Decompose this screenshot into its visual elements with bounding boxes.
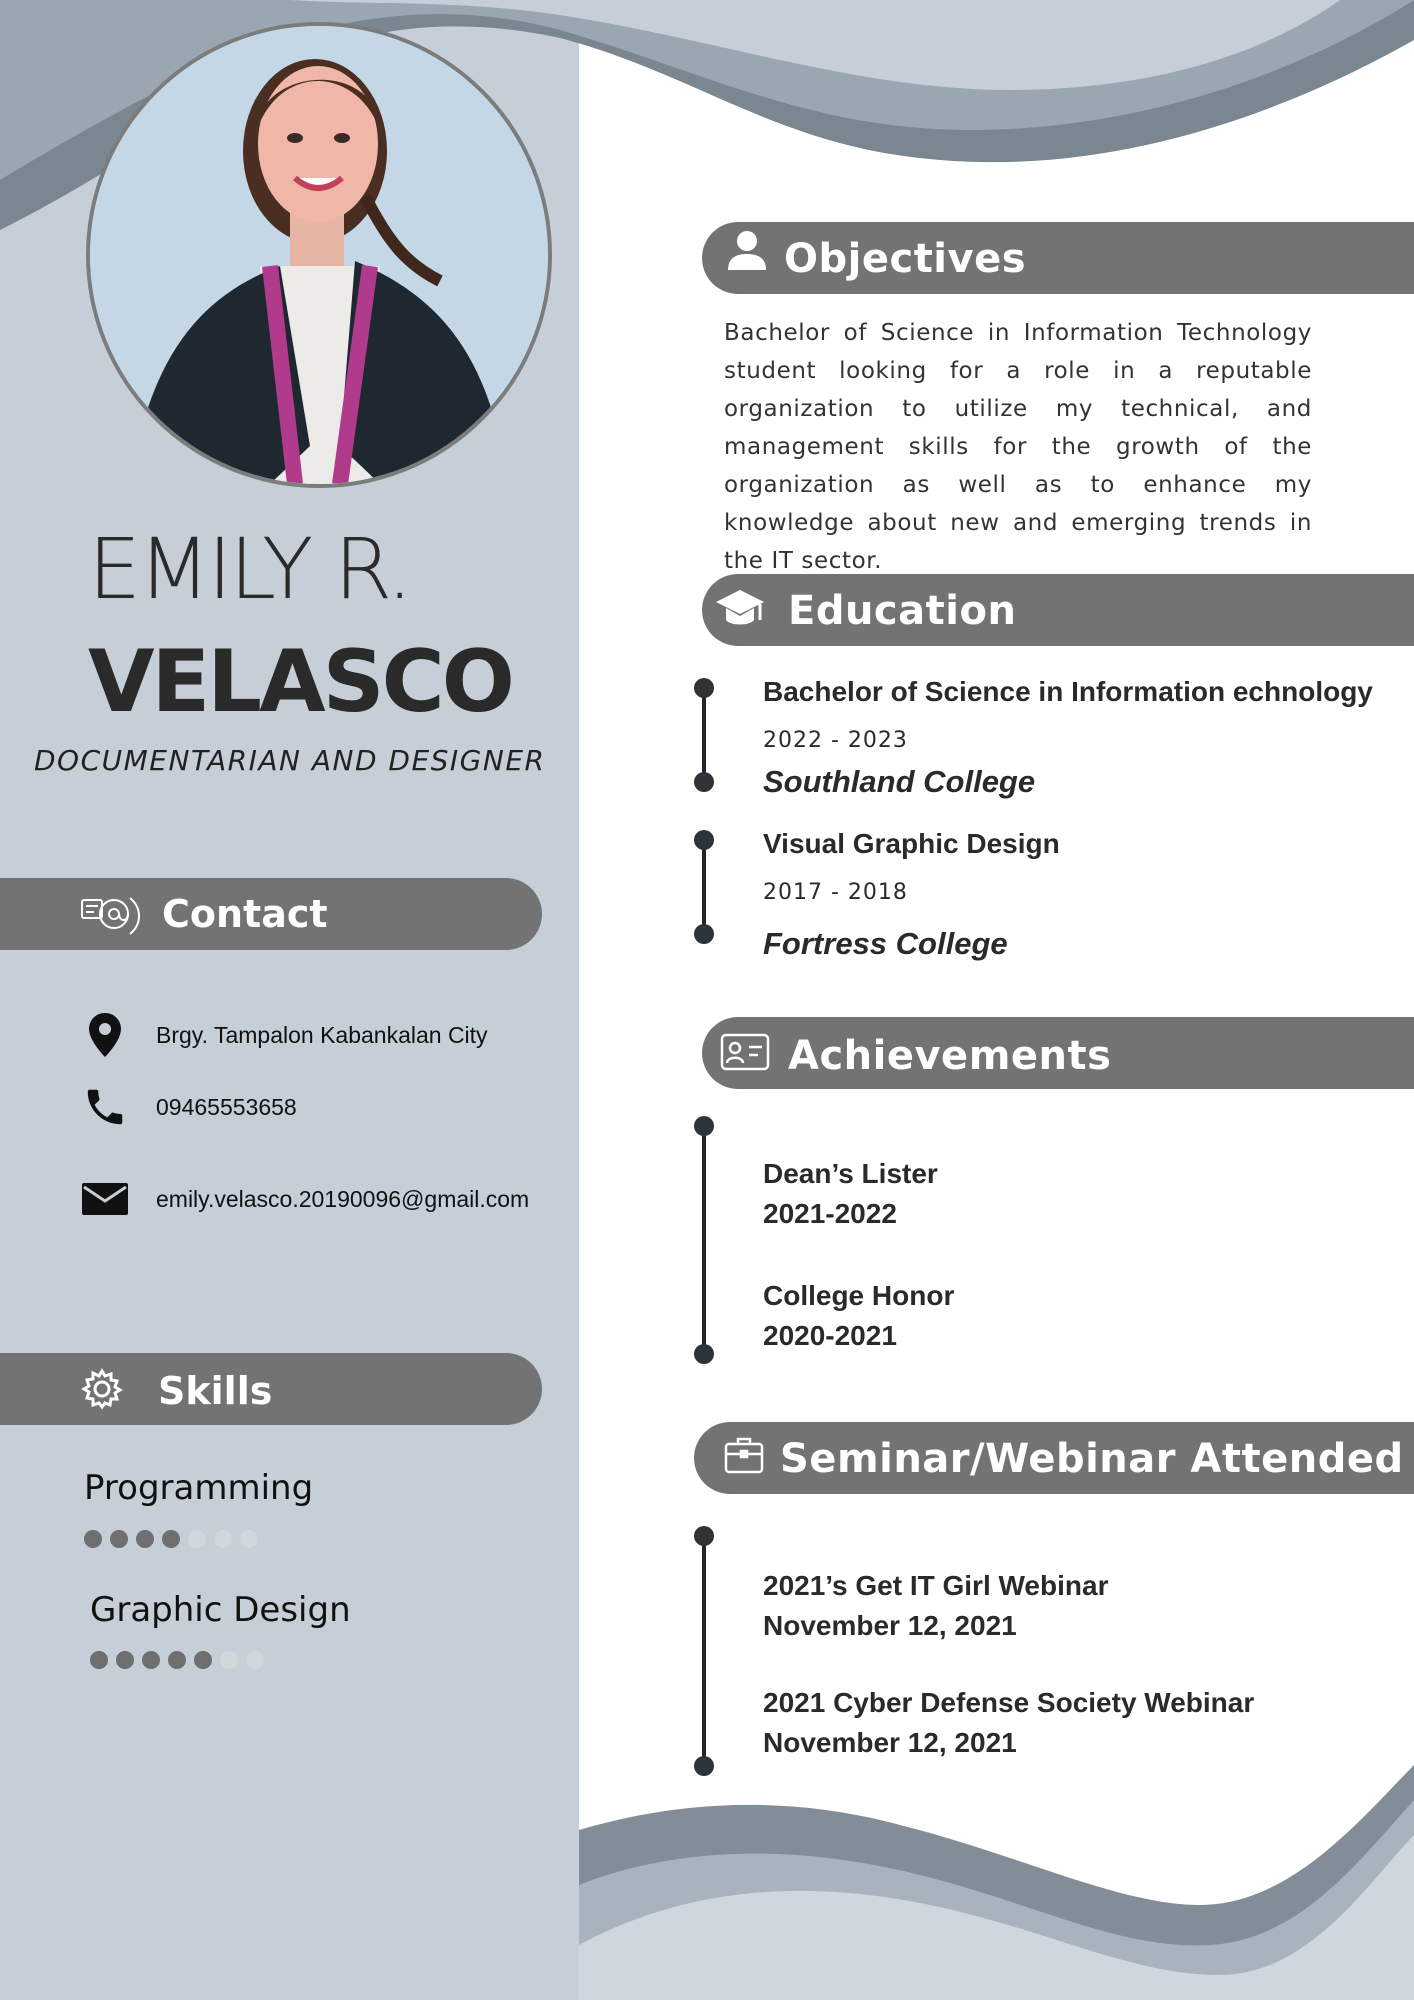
timeline-line (702, 1126, 706, 1354)
graduation-cap-icon (714, 588, 766, 636)
timeline-line (702, 840, 706, 934)
contact-heading-bar (0, 878, 542, 950)
education-school: Southland College (763, 764, 1036, 799)
achievements-heading-bar (702, 1017, 1414, 1089)
skill-dot-empty (220, 1651, 238, 1669)
achievement-title: Dean’s Lister (763, 1158, 938, 1189)
timeline-dot (694, 1756, 714, 1776)
job-title: DOCUMENTARIAN AND DESIGNER (34, 744, 546, 777)
profile-photo (86, 22, 552, 488)
timeline-dot (694, 678, 714, 698)
skill-graphic-design-name: Graphic Design (90, 1590, 351, 1630)
contact-phone[interactable]: 09465553658 (156, 1093, 297, 1120)
skill-programming-rating (84, 1530, 258, 1548)
skill-dot-filled (168, 1651, 186, 1669)
contact-phone-row (80, 1082, 297, 1132)
contact-email-row (80, 1174, 530, 1224)
skill-dot-empty (246, 1651, 264, 1669)
timeline-dot (694, 1116, 714, 1136)
contact-address: Brgy. Tampalon Kabankalan City (156, 1021, 488, 1048)
last-name: VELASCO (88, 632, 512, 732)
education-heading: Education (788, 588, 1017, 634)
skill-programming-name: Programming (84, 1468, 314, 1508)
phone-icon (80, 1082, 130, 1132)
location-pin-icon (80, 1010, 130, 1060)
contact-address-row (80, 1010, 488, 1060)
education-years: 2022 - 2023 (763, 728, 908, 753)
first-name: EMILY R. (88, 520, 411, 618)
skills-heading-bar (0, 1353, 542, 1425)
seminar-title: 2021 Cyber Defense Society Webinar (763, 1687, 1255, 1718)
objectives-heading: Objectives (784, 236, 1027, 282)
skill-dot-filled (84, 1530, 102, 1548)
skill-dot-empty (214, 1530, 232, 1548)
achievement-title: College Honor (763, 1280, 955, 1311)
skill-dot-filled (90, 1651, 108, 1669)
seminars-heading: Seminar/Webinar Attended (780, 1436, 1404, 1482)
achievement-years: 2021-2022 (763, 1198, 897, 1229)
timeline-dot (694, 1526, 714, 1546)
person-icon (726, 228, 768, 276)
timeline-line (702, 688, 706, 782)
achievement-item (763, 1154, 938, 1234)
skill-dot-empty (240, 1530, 258, 1548)
skill-dot-filled (194, 1651, 212, 1669)
skills-heading: Skills (158, 1369, 273, 1413)
skill-dot-filled (142, 1651, 160, 1669)
education-years: 2017 - 2018 (763, 880, 908, 905)
skill-dot-filled (136, 1530, 154, 1548)
achievement-years: 2020-2021 (763, 1320, 897, 1351)
seminars-heading-bar (694, 1422, 1414, 1494)
email-at-icon (80, 890, 142, 942)
timeline-dot (694, 924, 714, 944)
seminar-item (763, 1566, 1108, 1646)
skill-graphic-design-rating (90, 1651, 264, 1669)
timeline-dot (694, 830, 714, 850)
education-degree: Bachelor of Science in Information echnology (763, 676, 1373, 707)
seminar-title: 2021’s Get IT Girl Webinar (763, 1570, 1109, 1601)
contact-email[interactable]: emily.velasco.20190096@gmail.com (156, 1185, 530, 1212)
objectives-heading-bar (702, 222, 1414, 294)
seminar-date: November 12, 2021 (763, 1610, 1017, 1641)
seminar-item (763, 1683, 1254, 1763)
education-heading-bar (702, 574, 1414, 646)
achievements-heading: Achievements (788, 1033, 1112, 1079)
gear-icon (80, 1367, 124, 1415)
timeline-dot (694, 1344, 714, 1364)
skill-dot-empty (188, 1530, 206, 1548)
id-card-icon (720, 1033, 770, 1075)
education-degree: Visual Graphic Design (763, 828, 1060, 859)
education-school: Fortress College (763, 926, 1008, 961)
envelope-icon (80, 1174, 130, 1224)
timeline-line (702, 1536, 706, 1766)
skill-dot-filled (162, 1530, 180, 1548)
objectives-text: Bachelor of Science in Information Technology student looking for a role in a reputable organization to utilize my technical, and management skills for the growth of the organization as well as to enhance my knowledge about new and emerging trends in the IT sector. (724, 320, 1312, 574)
briefcase-icon (724, 1436, 764, 1478)
seminar-date: November 12, 2021 (763, 1727, 1017, 1758)
timeline-dot (694, 772, 714, 792)
skill-dot-filled (110, 1530, 128, 1548)
contact-heading: Contact (162, 892, 328, 936)
achievement-item (763, 1276, 954, 1356)
skill-dot-filled (116, 1651, 134, 1669)
